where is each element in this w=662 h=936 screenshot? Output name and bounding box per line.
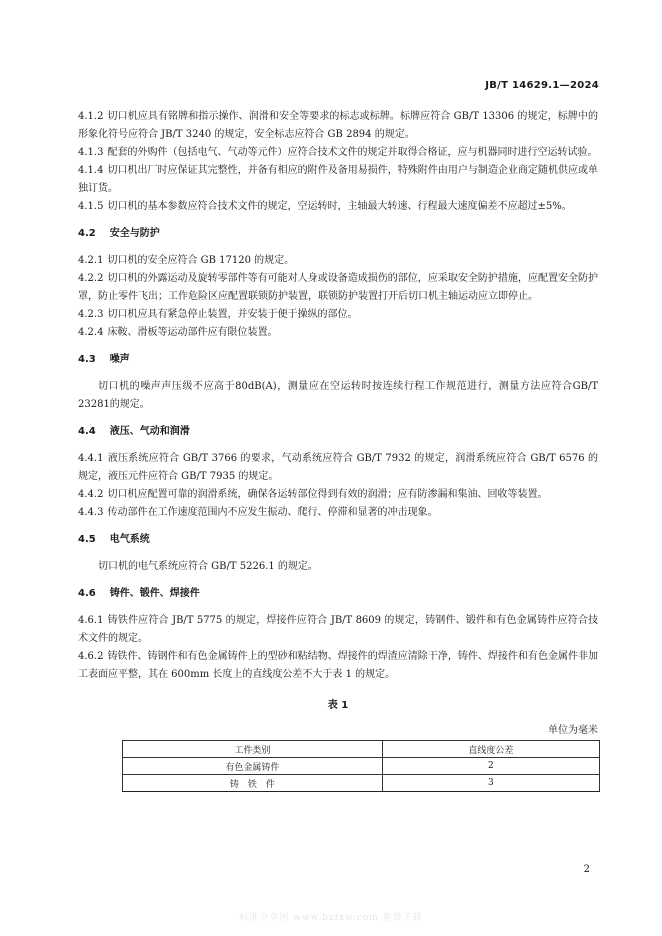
clause-number: 4.2.3 [78, 309, 104, 320]
section-heading [78, 531, 598, 549]
section-number: 4.6 [78, 588, 96, 599]
clause-text: 切口机的噪声声压级不应高于80dB(A)，测量应在空运转时按连续行程工作规范进行，测量方法应符合GB/T 23281的规定。 [78, 381, 598, 410]
table-block [78, 696, 598, 792]
clause-text: 配套的外购件（包括电气、气动等元件）应符合技术文件的规定并取得合格证，应与机器同时进行空运转试验。 [107, 147, 598, 158]
table-cell: 有色金属铸件 [123, 758, 383, 775]
clause-text: 液压系统应符合 GB/T 3766 的要求，气动系统应符合 GB/T 7932 的规定，润滑系统应符合 GB/T 6576 的规定，液压元件应符合 GB/T 7935 的规定。 [78, 453, 598, 482]
clause-text: 切口机应具有紧急停止装置，并安装于便于操纵的部位。 [107, 309, 358, 320]
table-row [123, 758, 600, 775]
clause-paragraph [78, 612, 598, 648]
clause-number: 4.4.2 [78, 489, 104, 500]
table-cell: 3 [382, 775, 599, 792]
section-heading [78, 423, 598, 441]
section-heading [78, 225, 598, 243]
clause-paragraph [78, 108, 598, 144]
table-unit: 单位为毫米 [548, 725, 598, 736]
watermark-text: 标准分享网 www.bzfxw.com 免费下载 [239, 913, 423, 923]
section-number: 4.4 [78, 426, 96, 437]
tolerance-table [122, 740, 600, 792]
section-number: 4.5 [78, 534, 96, 545]
section-title: 电气系统 [109, 534, 150, 545]
page-content [78, 108, 598, 792]
table-title: 表 1 [327, 700, 349, 711]
clause-paragraph [78, 558, 598, 576]
clause-paragraph [78, 378, 598, 414]
page-number: 2 [583, 864, 590, 875]
clause-number: 4.2.1 [78, 255, 104, 266]
clause-number: 4.6.2 [78, 651, 104, 662]
clause-text: 床鞍、滑板等运动部件应有限位装置。 [107, 327, 278, 338]
table-header-cell: 工件类别 [123, 741, 383, 758]
clause-number: 4.4.1 [78, 453, 104, 464]
clause-number: 4.1.3 [78, 147, 104, 158]
clause-paragraph [78, 144, 598, 162]
clause-number: 4.2.4 [78, 327, 104, 338]
table-row [123, 775, 600, 792]
section-title: 安全与防护 [109, 228, 160, 239]
clause-text: 切口机的外露运动及旋转零部件等有可能对人身或设备造成损伤的部位，应采取安全防护措施，应配置安全防护罩，防止零件飞出；工作危险区应配置联锁防护装置，联锁防护装置打开后切口机主轴运动应立即停止。 [78, 273, 598, 302]
clause-number: 4.6.1 [78, 615, 104, 626]
table-header-row [123, 741, 600, 758]
clause-number: 4.1.4 [78, 165, 104, 176]
clause-paragraph [78, 648, 598, 684]
clause-text: 切口机的电气系统应符合 GB/T 5226.1 的规定。 [98, 561, 318, 572]
clause-number: 4.4.3 [78, 507, 104, 518]
clause-number: 4.2.2 [78, 273, 104, 284]
section-title: 噪声 [109, 354, 130, 365]
clause-paragraph [78, 450, 598, 486]
clause-text: 切口机出厂时应保证其完整性，并备有相应的附件及备用易损件，特殊附件由用户与制造企业商定随机供应或单独订货。 [78, 165, 598, 194]
clause-text: 切口机的安全应符合 GB 17120 的规定。 [107, 255, 295, 266]
section-heading [78, 351, 598, 369]
standard-number: JB/T 14629.1—2024 [485, 80, 599, 91]
section-number: 4.3 [78, 354, 96, 365]
clause-number: 4.1.5 [78, 201, 104, 212]
clause-paragraph [78, 486, 598, 504]
table-cell: 2 [382, 758, 599, 775]
section-heading [78, 585, 598, 603]
clause-paragraph [78, 324, 598, 342]
section-title: 铸件、锻件、焊接件 [109, 588, 200, 599]
clause-number: 4.1.2 [78, 111, 104, 122]
clause-paragraph [78, 162, 598, 198]
clause-text: 铸铁件、铸钢件和有色金属铸件上的型砂和粘结物、焊接件的焊渣应清除干净，铸件、焊接件和有色金属件非加工表面应平整，其在 600mm 长度上的直线度公差不大于表 1 的规定。 [78, 651, 598, 680]
table-cell: 铸 铁 件 [123, 775, 383, 792]
clause-paragraph [78, 306, 598, 324]
clause-text: 传动部件在工作速度范围内不应发生振动、爬行、停滞和显著的冲击现象。 [107, 507, 438, 518]
clause-paragraph [78, 504, 598, 522]
clause-paragraph [78, 270, 598, 306]
clause-paragraph [78, 252, 598, 270]
clause-text: 切口机应配置可靠的润滑系统，确保各运转部位得到有效的润滑；应有防渗漏和集油、回收等装置。 [107, 489, 548, 500]
table-header-cell: 直线度公差 [382, 741, 599, 758]
section-title: 液压、气动和润滑 [109, 426, 190, 437]
clause-text: 切口机应具有铭牌和指示操作、润滑和安全等要求的标志或标牌。标牌应符合 GB/T 13306 的规定，标牌中的形象化符号应符合 JB/T 3240 的规定，安全标志应符合 GB 2894 的规定。 [78, 111, 598, 140]
clause-text: 铸铁件应符合 JB/T 5775 的规定，焊接件应符合 JB/T 8609 的规定，铸钢件、锻件和有色金属铸件应符合技术文件的规定。 [78, 615, 598, 644]
clause-paragraph [78, 198, 598, 216]
clause-text: 切口机的基本参数应符合技术文件的规定，空运转时，主轴最大转速、行程最大速度偏差不应超过±5%。 [107, 201, 572, 212]
section-number: 4.2 [78, 228, 96, 239]
